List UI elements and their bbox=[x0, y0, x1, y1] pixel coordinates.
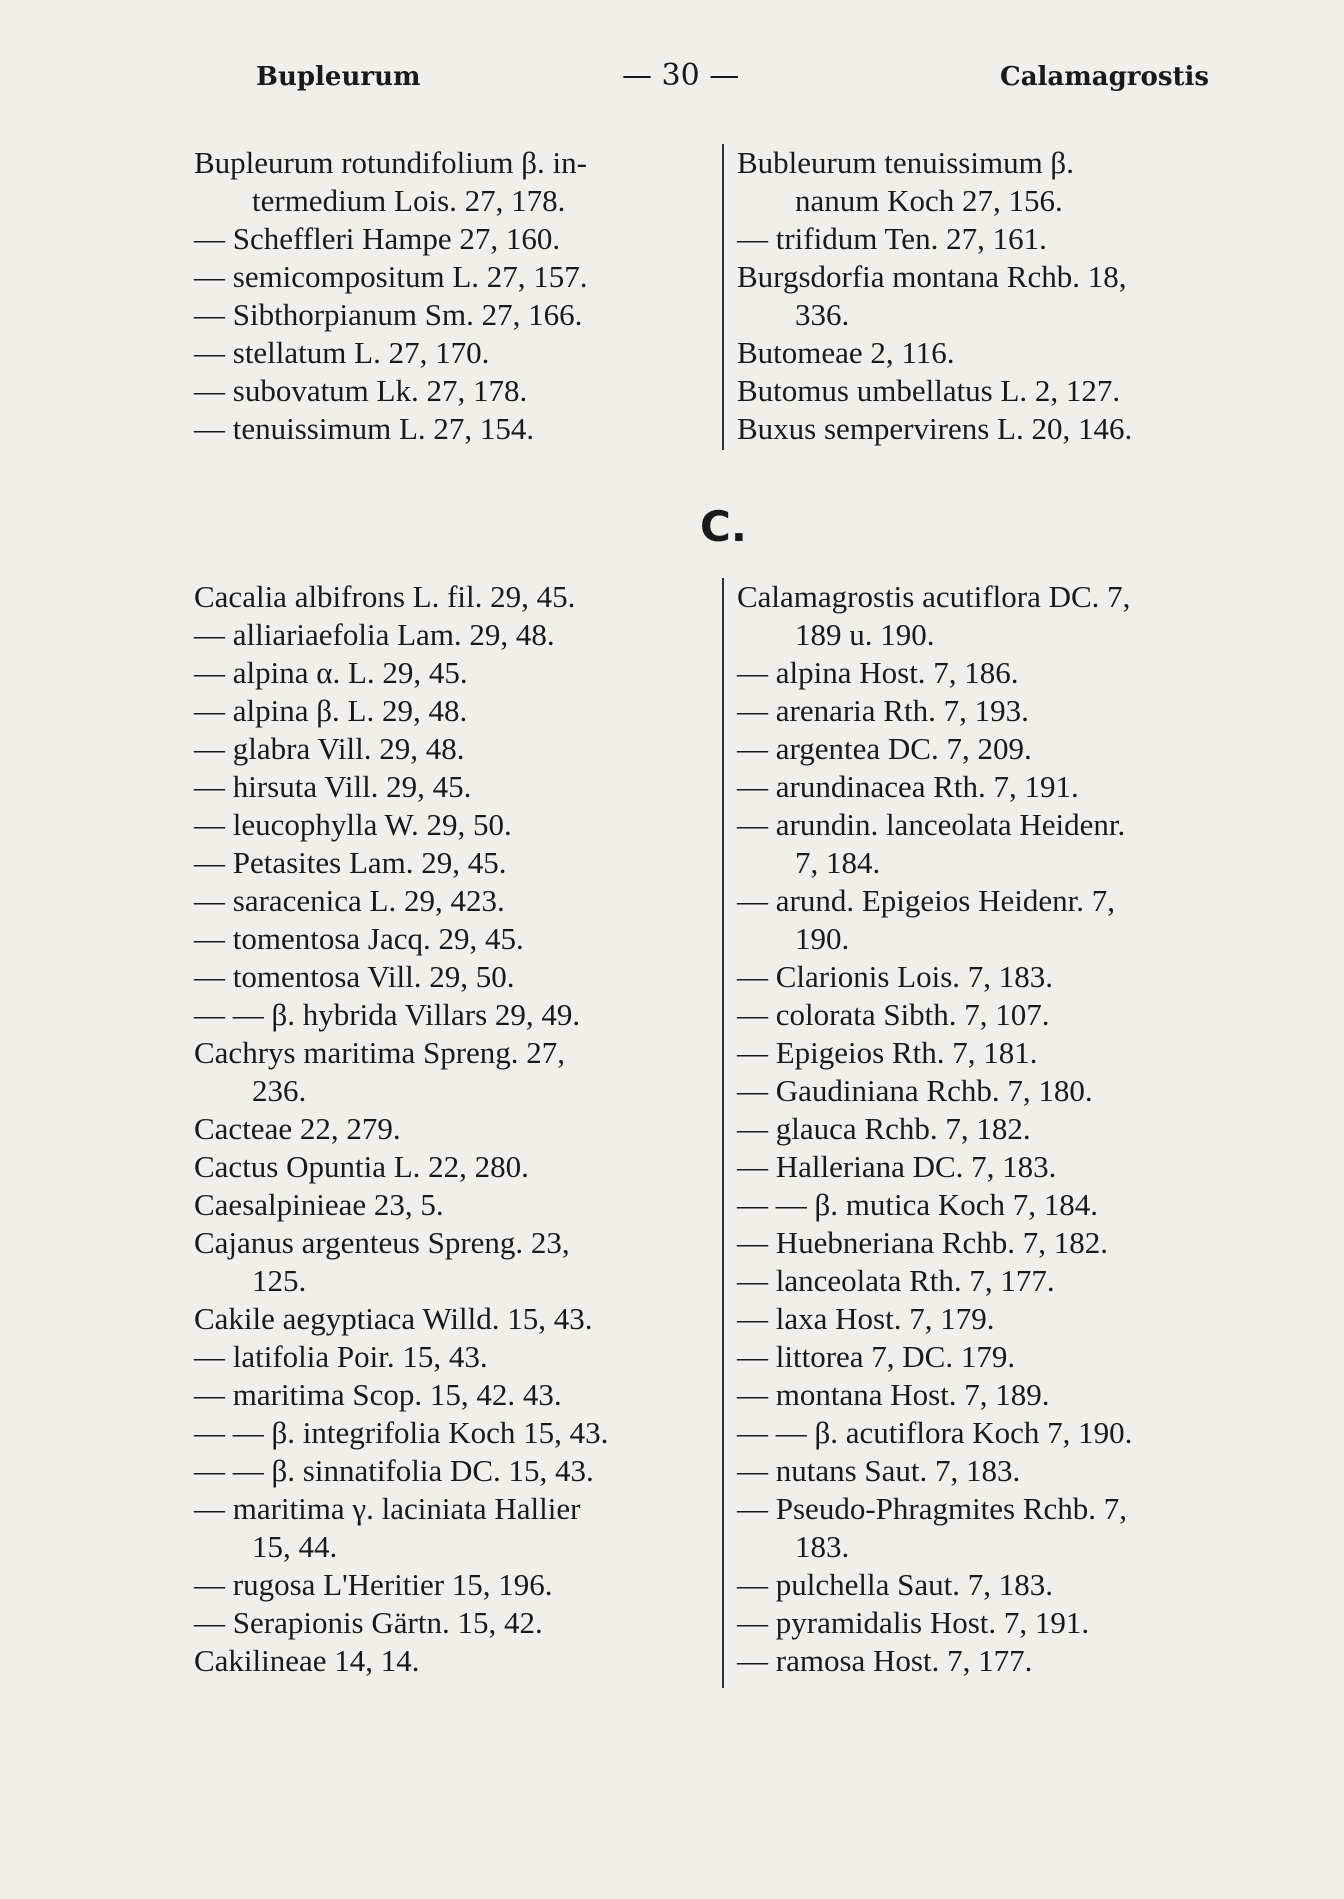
index-entry-line: — maritima Scop. 15, 42. 43. bbox=[194, 1377, 562, 1412]
index-entry-line: — subovatum Lk. 27, 178. bbox=[194, 373, 528, 408]
index-entry-line: — Gaudiniana Rchb. 7, 180. bbox=[737, 1073, 1093, 1108]
running-head-left: Bupleurum bbox=[256, 62, 421, 92]
running-head-right: Calamagrostis bbox=[1000, 62, 1210, 92]
index-entry-line: — montana Host. 7, 189. bbox=[737, 1377, 1050, 1412]
index-entry-line: — latifolia Poir. 15, 43. bbox=[194, 1339, 488, 1374]
index-column-top-left bbox=[194, 144, 588, 448]
index-entry-line: Cakilineae 14, 14. bbox=[194, 1643, 420, 1678]
index-entry-line: — — β. acutiflora Koch 7, 190. bbox=[737, 1415, 1133, 1450]
index-entry-line: — semicompositum L. 27, 157. bbox=[194, 259, 588, 294]
column-rule-top bbox=[722, 144, 724, 450]
index-column-top-right bbox=[737, 144, 1132, 448]
index-column-bottom-left bbox=[194, 578, 608, 1680]
index-entry-line: Butomeae 2, 116. bbox=[737, 335, 955, 370]
index-entry-line: Cakile aegyptiaca Willd. 15, 43. bbox=[194, 1301, 593, 1336]
index-entry-line: Cachrys maritima Spreng. 27, bbox=[194, 1035, 566, 1070]
index-entry-line: — — β. sinnatifolia DC. 15, 43. bbox=[194, 1453, 594, 1488]
index-entry-line: 336. bbox=[795, 297, 850, 332]
index-entry-line: Bubleurum tenuissimum β. bbox=[737, 145, 1074, 180]
index-entry-line: — pulchella Saut. 7, 183. bbox=[737, 1567, 1053, 1602]
index-entry-line: — Scheffleri Hampe 27, 160. bbox=[194, 221, 561, 256]
index-entry-line: — rugosa L'Heritier 15, 196. bbox=[194, 1567, 553, 1602]
index-entry-line: Cacalia albifrons L. fil. 29, 45. bbox=[194, 579, 576, 614]
index-entry-line: 190. bbox=[795, 921, 850, 956]
index-entry-line: — leucophylla W. 29, 50. bbox=[194, 807, 512, 842]
index-entry-line: — alpina α. L. 29, 45. bbox=[194, 655, 468, 690]
index-entry-line: — laxa Host. 7, 179. bbox=[737, 1301, 995, 1336]
index-entry-line: 15, 44. bbox=[252, 1529, 338, 1564]
index-entry-line: Calamagrostis acutiflora DC. 7, bbox=[737, 579, 1131, 614]
index-entry-line: — alliariaefolia Lam. 29, 48. bbox=[194, 617, 555, 652]
index-entry-line: 7, 184. bbox=[795, 845, 881, 880]
index-entry-line: Caesalpinieae 23, 5. bbox=[194, 1187, 444, 1222]
index-entry-line: — argentea DC. 7, 209. bbox=[737, 731, 1032, 766]
index-entry-line: Cactus Opuntia L. 22, 280. bbox=[194, 1149, 529, 1184]
index-entry-line: — nutans Saut. 7, 183. bbox=[737, 1453, 1021, 1488]
index-entry-line: — Pseudo-Phragmites Rchb. 7, bbox=[737, 1491, 1128, 1526]
page-number: — 30 — bbox=[622, 58, 740, 93]
index-entry-line: — alpina β. L. 29, 48. bbox=[194, 693, 468, 728]
index-entry-line: — tomentosa Jacq. 29, 45. bbox=[194, 921, 524, 956]
index-entry-line: 236. bbox=[252, 1073, 307, 1108]
index-entry-line: — tenuissimum L. 27, 154. bbox=[194, 411, 535, 446]
index-entry-line: — arundin. lanceolata Heidenr. bbox=[737, 807, 1126, 842]
index-entry-line: — hirsuta Vill. 29, 45. bbox=[194, 769, 472, 804]
index-entry-line: — — β. hybrida Villars 29, 49. bbox=[194, 997, 581, 1032]
index-entry-line: — stellatum L. 27, 170. bbox=[194, 335, 490, 370]
index-entry-line: — colorata Sibth. 7, 107. bbox=[737, 997, 1050, 1032]
index-entry-line: — arundinacea Rth. 7, 191. bbox=[737, 769, 1079, 804]
index-entry-line: Butomus umbellatus L. 2, 127. bbox=[737, 373, 1121, 408]
index-entry-line: Cajanus argenteus Spreng. 23, bbox=[194, 1225, 570, 1260]
index-entry-line: 183. bbox=[795, 1529, 850, 1564]
index-entry-line: — — β. integrifolia Koch 15, 43. bbox=[194, 1415, 609, 1450]
index-entry-line: — alpina Host. 7, 186. bbox=[737, 655, 1019, 690]
index-entry-line: — Clarionis Lois. 7, 183. bbox=[737, 959, 1054, 994]
index-entry-line: — pyramidalis Host. 7, 191. bbox=[737, 1605, 1090, 1640]
index-entry-line: — saracenica L. 29, 423. bbox=[194, 883, 505, 918]
index-entry-line: — tomentosa Vill. 29, 50. bbox=[194, 959, 515, 994]
index-entry-line: nanum Koch 27, 156. bbox=[795, 183, 1063, 218]
index-entry-line: — Serapionis Gärtn. 15, 42. bbox=[194, 1605, 543, 1640]
index-entry-line: — maritima γ. laciniata Hallier bbox=[194, 1491, 581, 1526]
index-entry-line: Burgsdorfia montana Rchb. 18, bbox=[737, 259, 1127, 294]
index-column-bottom-right bbox=[737, 578, 1132, 1680]
column-rule-bottom bbox=[722, 578, 724, 1688]
index-entry-line: — littorea 7, DC. 179. bbox=[737, 1339, 1016, 1374]
index-entry-line: Buxus sempervirens L. 20, 146. bbox=[737, 411, 1133, 446]
index-entry-line: — Sibthorpianum Sm. 27, 166. bbox=[194, 297, 583, 332]
index-entry-line: — Petasites Lam. 29, 45. bbox=[194, 845, 507, 880]
index-entry-line: — trifidum Ten. 27, 161. bbox=[737, 221, 1047, 256]
index-entry-line: — Halleriana DC. 7, 183. bbox=[737, 1149, 1057, 1184]
index-entry-line: Bupleurum rotundifolium β. in- bbox=[194, 145, 587, 180]
index-entry-line: 189 u. 190. bbox=[795, 617, 935, 652]
index-entry-line: — Epigeios Rth. 7, 181. bbox=[737, 1035, 1038, 1070]
index-entry-line: 125. bbox=[252, 1263, 307, 1298]
index-entry-line: — Huebneriana Rchb. 7, 182. bbox=[737, 1225, 1109, 1260]
index-entry-line: termedium Lois. 27, 178. bbox=[252, 183, 566, 218]
index-entry-line: — ramosa Host. 7, 177. bbox=[737, 1643, 1033, 1678]
index-entry-line: — arenaria Rth. 7, 193. bbox=[737, 693, 1029, 728]
index-entry-line: — glauca Rchb. 7, 182. bbox=[737, 1111, 1031, 1146]
index-entry-line: Cacteae 22, 279. bbox=[194, 1111, 401, 1146]
index-entry-line: — glabra Vill. 29, 48. bbox=[194, 731, 465, 766]
index-entry-line: — — β. mutica Koch 7, 184. bbox=[737, 1187, 1099, 1222]
section-letter: C. bbox=[700, 502, 747, 551]
index-entry-line: — lanceolata Rth. 7, 177. bbox=[737, 1263, 1055, 1298]
index-entry-line: — arund. Epigeios Heidenr. 7, bbox=[737, 883, 1115, 918]
